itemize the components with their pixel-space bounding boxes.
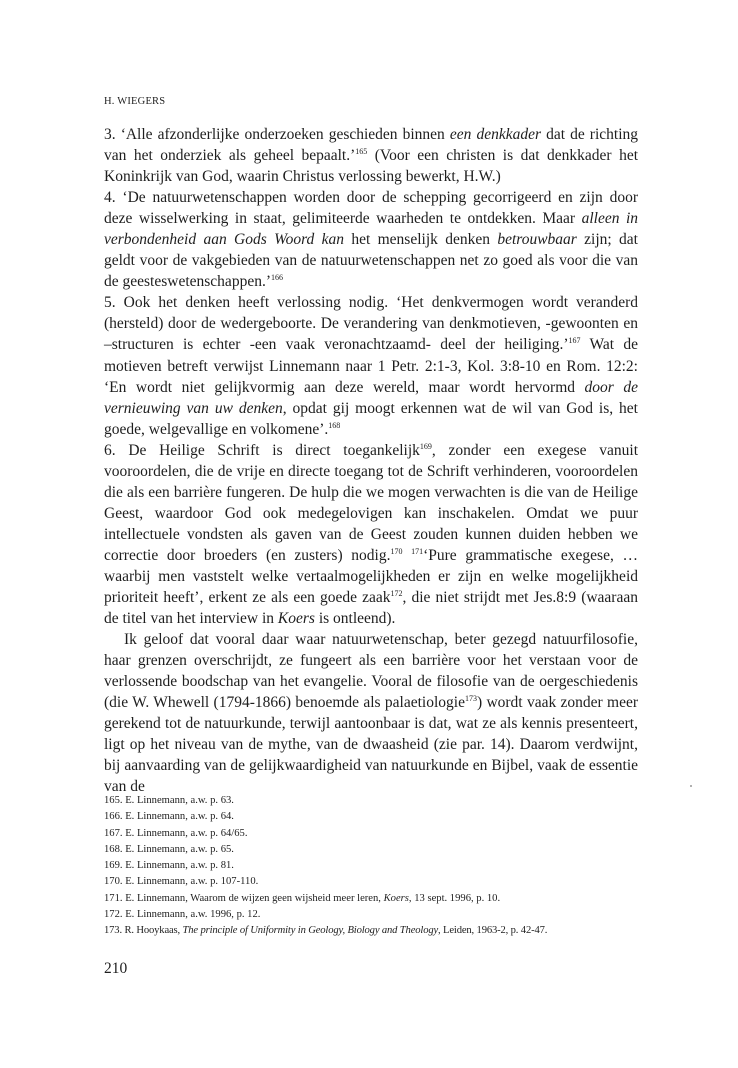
footnote-171: 171. E. Linnemann, Waarom de wijzen geen wijsheid meer leren, Koers, 13 sept. 1996, p. 10.: [104, 892, 501, 904]
footnote-ref-170: 170: [390, 546, 403, 556]
running-head: H. WIEGERS: [104, 96, 166, 107]
footnote-173: 173. R. Hooykaas, The principle of Uniformity in Geology, Biology and Theology, Leiden, 1963-2, p. 42-47.: [104, 925, 548, 937]
page-number: 210: [104, 960, 128, 977]
footnote-168: 168. E. Linnemann, a.w. p. 65.: [104, 843, 234, 855]
paragraph-3: 3. ‘Alle afzonderlijke onderzoeken geschieden binnen een denkkader dat de richting van het onderziek als geheel bepaalt.’$^{165}$ (Voor een christen is dat denkkader het Koninkrijk van God, waarin Christus verlossing bewerkt, H.W.): [104, 126, 638, 186]
emphasis: door de vernieuwing van uw denken: [104, 378, 638, 417]
emphasis: betrouwbaar: [497, 231, 577, 249]
footnote-ref-169: 169: [419, 441, 432, 451]
footnotes: [104, 793, 644, 940]
footnote-ref-165: 165: [355, 147, 368, 157]
footnote-166: 166. E. Linnemann, a.w. p. 64.: [104, 811, 234, 823]
footnote-167: 167. E. Linnemann, a.w. p. 64/65.: [104, 827, 248, 839]
footnote-ref-171: 171: [411, 546, 424, 556]
footnote-ref-166: 166: [270, 273, 283, 283]
footnote-170: 170. E. Linnemann, a.w. p. 107-110.: [104, 876, 259, 888]
footnote-ref-168: 168: [328, 420, 341, 430]
footnote-ref-172: 172: [390, 589, 403, 599]
emphasis: alleen in verbondenheid aan Gods Woord kan: [104, 210, 638, 249]
paragraph-6: 6. De Heilige Schrift is direct toegankelijk$^{169}$, zonder een exegese vanuit vooroordelen, die de vrije en directe toegang tot de Schrift verhinderen, vooroordelen die als een barrière fungeren. De hulp die we mogen verwachten is die van de Heilige Geest, waardoor God ook medegelovigen kan inschakelen. Omdat we puur intellectuele vondsten als gaven van de Geest zouden kunnen duiden hebben we correctie door broeders (en zusters) nodig.$^{170}$ $^{171}$‘Pure grammatische exegese, … waarbij men vaststelt welke vertaalmogelijkheden er zijn en welke mogelijkheid prioriteit heeft’, erkent ze als een goede zaak$^{172}$, die niet strijdt met Jes.8:9 (waaraan de titel van het interview in Koers is ontleend).: [104, 441, 638, 628]
emphasis: een denkkader: [449, 126, 542, 143]
body-text: [104, 124, 638, 798]
footnote-165: 165. E. Linnemann, a.w. p. 63.: [104, 795, 234, 806]
footnote-169: 169. E. Linnemann, a.w. p. 81.: [104, 860, 234, 872]
paragraph-5: 5. Ook het denken heeft verlossing nodig. ‘Het denkvermogen wordt veranderd (hersteld) door de wedergeboorte. De verandering van denkmotieven, -gewoonten en –structuren is echter -een vaak veronachtzaamd- deel der heiliging.’$^{167}$ Wat de motieven betreft verwijst Linnemann naar 1 Petr. 2:1-3, Kol. 3:8-10 en Rom. 12:2: ‘En wordt niet gelijkvormig aan deze wereld, maar wordt hervormd door de vernieuwing van uw denken, opdat gij moogt erkennen wat de wil van God is, het goede, welgevallige en volkomene’.$^{168}$: [104, 294, 638, 438]
footnote-ref-167: 167: [568, 336, 581, 346]
footnote-172: 172. E. Linnemann, a.w. 1996, p. 12.: [104, 909, 261, 921]
paragraph-7: Ik geloof dat vooral daar waar natuurwetenschap, beter gezegd natuurfilosofie, haar grenzen overschrijdt, ze fungeert als een barrière voor het verstaan voor de verlossende boodschap van het evangelie. Vooral de filosofie van de oergeschiedenis (die W. Whewell (1794-1866) benoemde als palaetiologie$^{173}$) wordt vaak zonder meer gerekend tot de natuurkunde, terwijl aantoonbaar is dat, wat ze als kennis presenteert, ligt op het niveau van de mythe, van de dwaasheid (zie par. 14). Daarom verdwijnt, bij aanvaarding van de gelijkwaardigheid van natuurkunde en Bijbel, vaak de essentie van de: [104, 631, 638, 796]
scan-speck: [690, 785, 692, 787]
emphasis: Koers: [277, 610, 315, 628]
paragraph-4: 4. ‘De natuurwetenschappen worden door de schepping gecorrigeerd en zijn door deze wisselwerking in staat, gelimiteerde waarheden te ontdekken. Maar alleen in verbondenheid aan Gods Woord kan het menselijk denken betrouwbaar zijn; dat geldt voor de vakgebieden van de natuurwetenschappen net zo goed als voor die van de geesteswetenschappen.’$^{166}$: [104, 189, 638, 291]
footnote-ref-173: 173: [464, 694, 477, 704]
